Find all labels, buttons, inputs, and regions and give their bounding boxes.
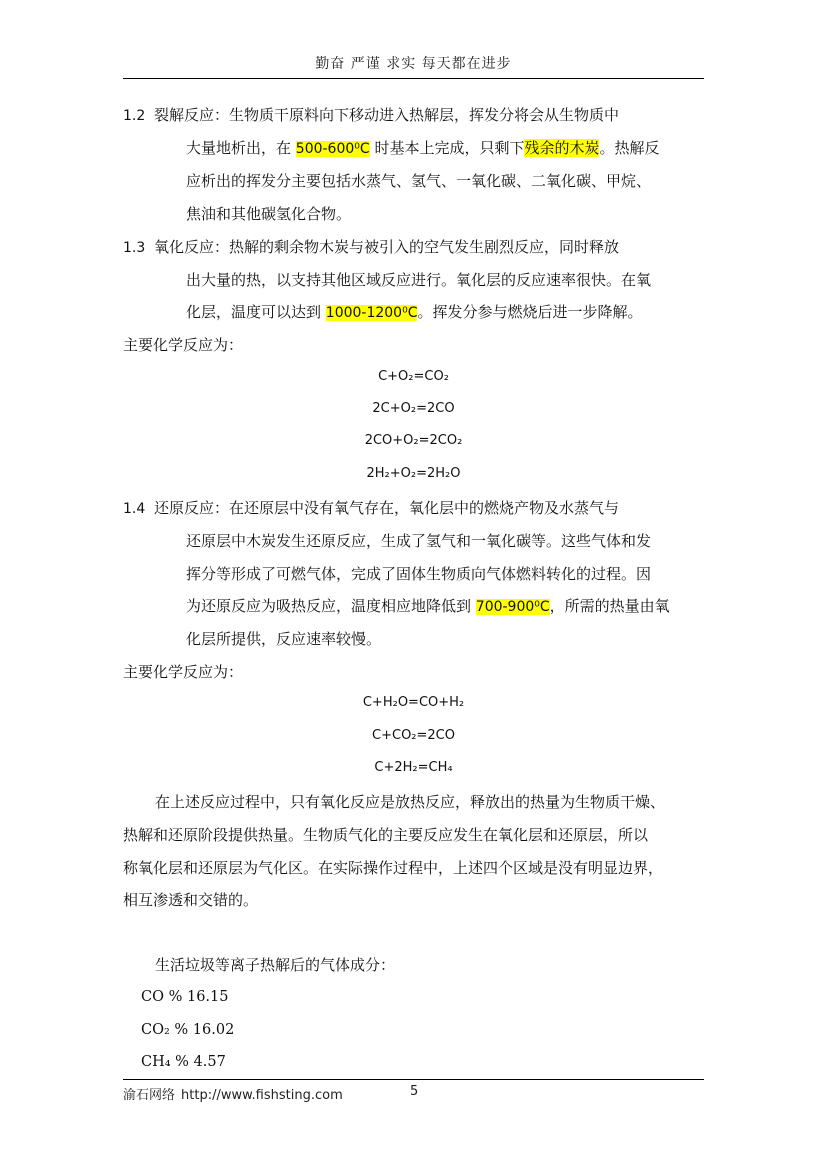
text-run: 。挥发分参与燃烧后进一步降解。 — [417, 303, 643, 321]
section-number: 1.2 — [123, 108, 146, 124]
section-1-2-line-2 — [186, 138, 659, 159]
section-1-3-line-2: 出大量的热，以支持其他区域反应进行。氧化层的反应速率很快。在氧 — [186, 271, 652, 289]
reactions-label: 主要化学反应为： — [123, 663, 244, 681]
page-number: 5 — [410, 1084, 419, 1099]
equation: 2H₂+O₂=2H₂O — [366, 466, 461, 481]
footer-divider — [123, 1079, 704, 1080]
highlight-temperature: 500-600⁰C — [295, 141, 370, 157]
text-run: 大量地析出，在 — [186, 139, 296, 157]
text-run: ，所需的热量由氧 — [549, 597, 670, 615]
footer-company: 渝石网络 — [123, 1088, 176, 1103]
summary-line-2: 热解和还原阶段提供热量。生物质气化的主要反应发生在氧化层和还原层，所以 — [123, 826, 649, 844]
text-run: 。热解反 — [599, 139, 660, 157]
reactions-label: 主要化学反应为： — [123, 336, 244, 354]
header-divider — [123, 78, 704, 79]
equation: C+H₂O=CO+H₂ — [362, 695, 465, 710]
text-run: 氧化反应：热解的剩余物木炭与被引入的空气发生剧烈反应，同时释放 — [154, 238, 620, 256]
gas-component: CO₂ % 16.02 — [141, 1022, 235, 1038]
page-header: 勤奋 严谨 求实 每天都在进步 — [315, 56, 512, 72]
page-footer — [123, 1084, 419, 1103]
section-1-2-line-1 — [123, 105, 620, 126]
section-1-2-line-4: 焦油和其他碳氢化合物。 — [186, 205, 352, 223]
section-1-3-line-3 — [186, 302, 643, 323]
section-number: 1.3 — [123, 240, 146, 256]
text-run: 为还原反应为吸热反应，温度相应地降低到 — [186, 597, 476, 615]
text-run: 时基本上完成，只剩下 — [369, 139, 525, 157]
text-run: 化层，温度可以达到 — [186, 303, 326, 321]
equation: C+2H₂=CH₄ — [374, 760, 453, 775]
section-1-4-line-1 — [123, 498, 620, 519]
equation: 2C+O₂=2CO — [372, 401, 455, 416]
highlight-charcoal: 残余的木炭 — [524, 139, 600, 157]
footer-url[interactable]: http://www.fishsting.com — [181, 1088, 343, 1103]
section-1-4-line-5: 化层所提供，反应速率较慢。 — [186, 630, 382, 648]
summary-line-4: 相互渗透和交错的。 — [123, 891, 259, 909]
section-1-4-line-3: 挥分等形成了可燃气体，完成了固体生物质向气体燃料转化的过程。因 — [186, 565, 652, 583]
section-number: 1.4 — [123, 501, 146, 517]
text-run: 还原反应：在还原层中没有氧气存在，氧化层中的燃烧产物及水蒸气与 — [154, 499, 620, 517]
gas-composition-title: 生活垃圾等离子热解后的气体成分： — [155, 956, 396, 974]
summary-line-3: 称氧化层和还原层为气化区。在实际操作过程中，上述四个区域是没有明显边界， — [123, 859, 664, 877]
section-1-2-line-3: 应析出的挥发分主要包括水蒸气、氢气、一氧化碳、二氧化碳、甲烷、 — [186, 172, 652, 190]
gas-component: CO % 16.15 — [141, 989, 229, 1005]
text-run: 裂解反应：生物质干原料向下移动进入热解层，挥发分将会从生物质中 — [154, 106, 620, 124]
gas-component: CH₄ % 4.57 — [141, 1054, 226, 1070]
equation: 2CO+O₂=2CO₂ — [364, 433, 463, 448]
section-1-4-line-2: 还原层中木炭发生还原反应，生成了氢气和一氧化碳等。这些气体和发 — [186, 532, 652, 550]
highlight-temperature: 700-900⁰C — [475, 599, 550, 615]
equation: C+O₂=CO₂ — [378, 369, 449, 384]
section-1-3-line-1 — [123, 237, 620, 258]
summary-line-1: 在上述反应过程中，只有氧化反应是放热反应，释放出的热量为生物质干燥、 — [155, 793, 666, 811]
section-1-4-line-4 — [186, 596, 670, 617]
equation: C+CO₂=2CO — [372, 728, 455, 743]
highlight-temperature: 1000-1200⁰C — [325, 305, 418, 321]
